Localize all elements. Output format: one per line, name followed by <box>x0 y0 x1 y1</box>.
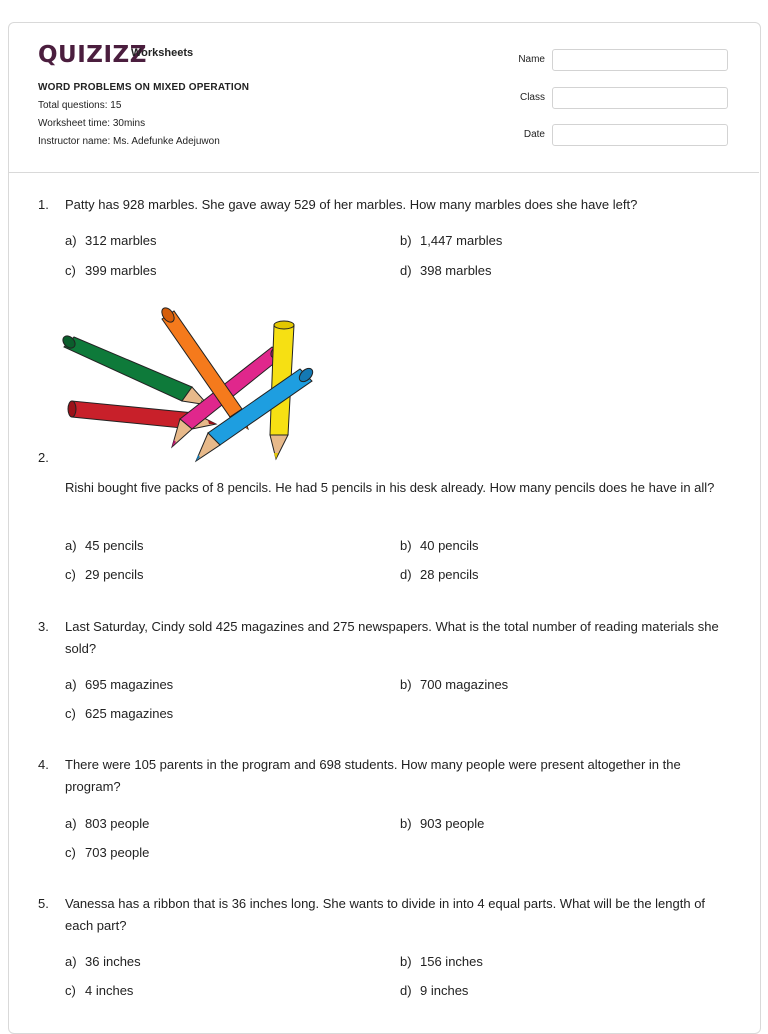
question-text: Patty has 928 marbles. She gave away 529 of her marbles. How many marbles does she have left? <box>65 197 638 212</box>
option-a[interactable] <box>65 816 149 831</box>
option-letter: d) <box>400 983 412 998</box>
question-number: 4. <box>38 757 49 772</box>
option-b[interactable] <box>400 816 484 831</box>
option-c[interactable] <box>65 845 149 860</box>
option-text: 399 marbles <box>85 263 157 278</box>
option-c[interactable] <box>65 263 157 278</box>
option-letter: c) <box>65 845 76 860</box>
option-letter: c) <box>65 263 76 278</box>
question-text: Vanessa has a ribbon that is 36 inches long. She wants to divide in into 4 equal parts. What will be the length of each part? <box>65 896 706 933</box>
option-letter: a) <box>65 954 77 969</box>
option-letter: a) <box>65 677 77 692</box>
class-field[interactable] <box>552 87 728 109</box>
total-questions: Total questions: 15 <box>38 100 122 111</box>
option-text: 28 pencils <box>420 567 479 582</box>
option-b[interactable] <box>400 954 483 969</box>
question-text: There were 105 parents in the program and 698 students. How many people were present altogether in the program? <box>65 757 681 794</box>
date-label: Date <box>523 129 545 140</box>
option-letter: b) <box>400 677 412 692</box>
option-text: 703 people <box>85 845 150 860</box>
option-letter: a) <box>65 233 77 248</box>
class-label: Class <box>519 92 545 103</box>
option-letter: d) <box>400 263 412 278</box>
option-d[interactable] <box>400 983 468 998</box>
worksheet-title: WORD PROBLEMS ON MIXED OPERATION <box>38 82 250 93</box>
option-text: 1,447 marbles <box>420 233 503 248</box>
option-text: 312 marbles <box>85 233 157 248</box>
option-letter: c) <box>65 983 76 998</box>
option-text: 700 magazines <box>420 677 509 692</box>
option-text: 4 inches <box>85 983 134 998</box>
option-a[interactable] <box>65 233 157 248</box>
option-letter: c) <box>65 706 76 721</box>
option-text: 156 inches <box>420 954 483 969</box>
option-text: 45 pencils <box>85 538 144 553</box>
question-2-number-row <box>38 447 728 469</box>
option-letter: d) <box>400 567 412 582</box>
option-text: 9 inches <box>420 983 469 998</box>
option-b[interactable] <box>400 233 502 248</box>
option-text: 40 pencils <box>420 538 479 553</box>
option-a[interactable] <box>65 954 141 969</box>
option-letter: a) <box>65 538 77 553</box>
quizizz-logo[interactable]: QUIZIZZ <box>38 42 147 68</box>
question-number: 5. <box>38 896 49 911</box>
option-text: 29 pencils <box>85 567 144 582</box>
option-text: 36 inches <box>85 954 141 969</box>
option-letter: a) <box>65 816 77 831</box>
option-c[interactable] <box>65 567 144 582</box>
colored-pencils-image <box>60 305 322 467</box>
option-text: 398 marbles <box>420 263 492 278</box>
question-text: Last Saturday, Cindy sold 425 magazines and 275 newspapers. What is the total number of reading materials she sold? <box>65 619 719 656</box>
question-number: 1. <box>38 197 49 212</box>
name-label: Name <box>518 54 545 65</box>
option-d[interactable] <box>400 263 492 278</box>
option-a[interactable] <box>65 677 173 692</box>
option-d[interactable] <box>400 567 479 582</box>
option-letter: b) <box>400 954 412 969</box>
option-b[interactable] <box>400 677 508 692</box>
date-field[interactable] <box>552 124 728 146</box>
option-text: 803 people <box>85 816 150 831</box>
worksheet-header <box>8 22 759 173</box>
worksheet-time: Worksheet time: 30mins <box>38 118 146 129</box>
instructor-name: Instructor name: Ms. Adefunke Adejuwon <box>38 136 220 147</box>
option-text: 625 magazines <box>85 706 174 721</box>
worksheet-page <box>8 22 761 1034</box>
option-c[interactable] <box>65 983 133 998</box>
option-letter: b) <box>400 233 412 248</box>
name-field[interactable] <box>552 49 728 71</box>
option-letter: c) <box>65 567 76 582</box>
question-number: 2. <box>38 450 49 465</box>
option-b[interactable] <box>400 538 479 553</box>
question-number: 3. <box>38 619 49 634</box>
product-label: Worksheets <box>131 47 194 59</box>
option-letter: b) <box>400 816 412 831</box>
question-text: Rishi bought five packs of 8 pencils. He had 5 pencils in his desk already. How many pencils does he have in all? <box>65 480 715 495</box>
option-letter: b) <box>400 538 412 553</box>
option-text: 903 people <box>420 816 485 831</box>
option-a[interactable] <box>65 538 144 553</box>
option-text: 695 magazines <box>85 677 174 692</box>
option-c[interactable] <box>65 706 173 721</box>
